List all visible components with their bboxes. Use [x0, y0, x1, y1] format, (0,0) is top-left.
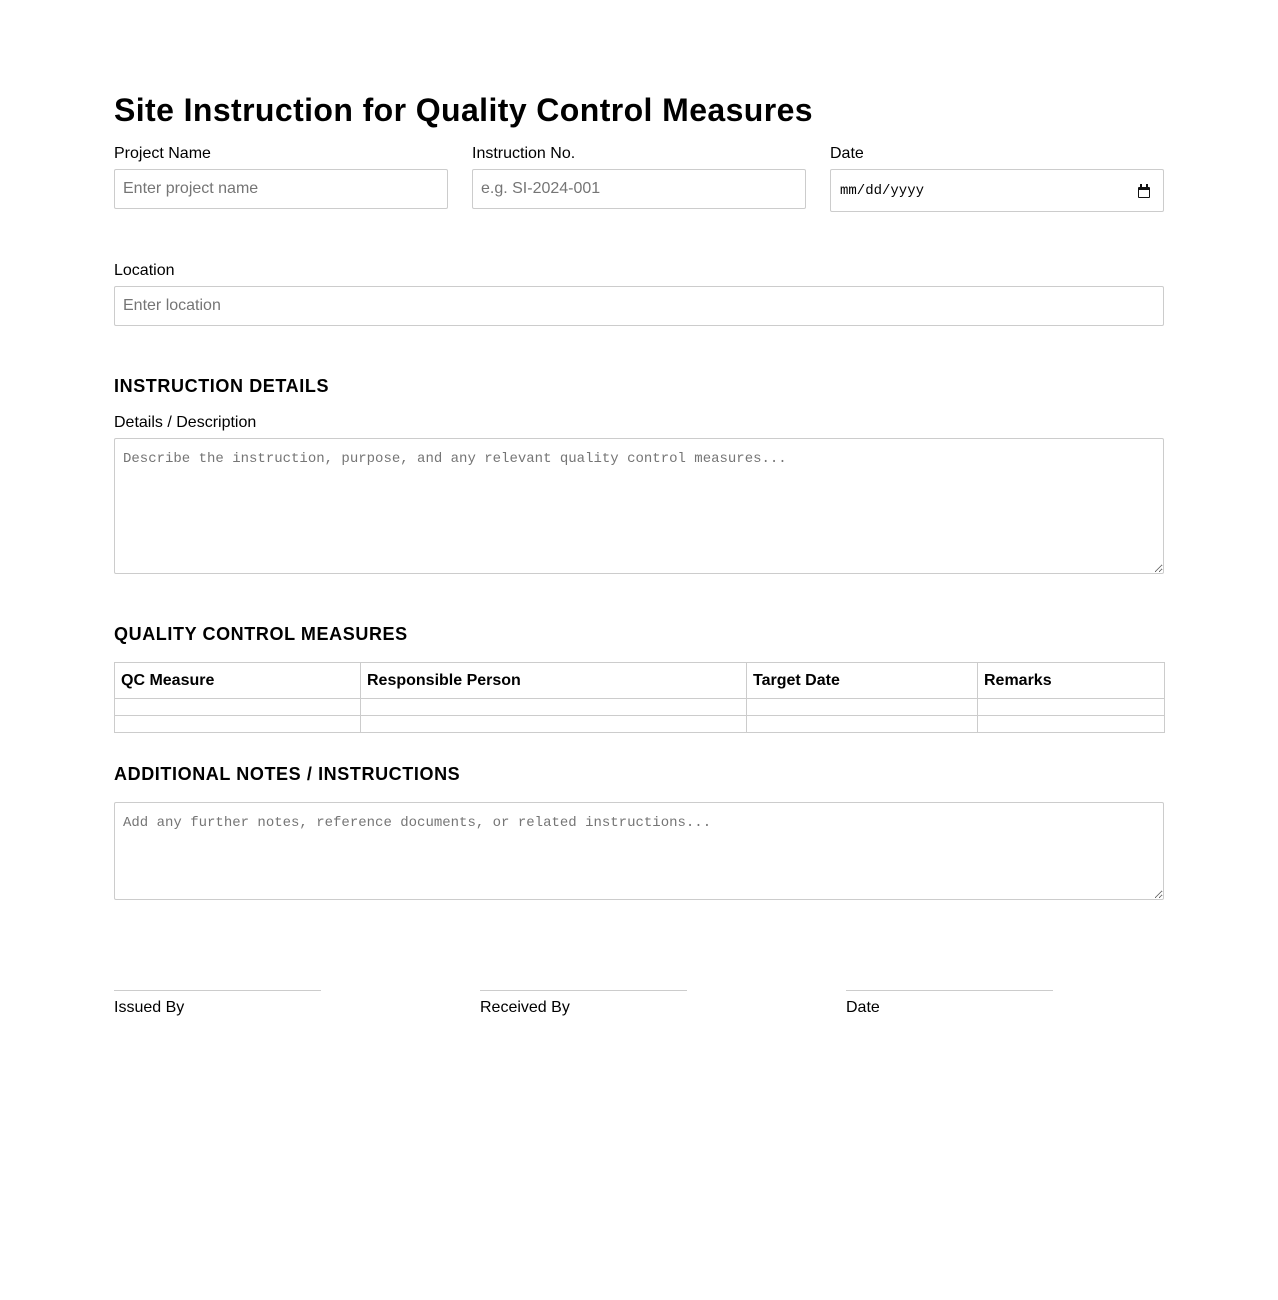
project-name-field [114, 145, 448, 211]
table-cell[interactable] [361, 716, 747, 733]
location-input[interactable] [114, 286, 1164, 326]
column-header-remarks: Remarks [978, 663, 1165, 699]
signature-line [846, 990, 1053, 991]
signature-label: Issued By [114, 999, 185, 1016]
table-row [115, 716, 1165, 733]
page-title: Site Instruction for Quality Control Measures [114, 92, 813, 128]
details-textarea[interactable] [114, 438, 1164, 574]
signature-label: Received By [480, 999, 570, 1016]
signature-date [846, 990, 1053, 1017]
column-header-responsible-person: Responsible Person [361, 663, 747, 699]
details-label: Details / Description [114, 414, 257, 431]
table-cell[interactable] [361, 699, 747, 716]
instruction-no-field [472, 145, 806, 211]
column-header-target-date: Target Date [747, 663, 978, 699]
signature-received-by [480, 990, 687, 1017]
instruction-no-label: Instruction No. [472, 145, 576, 162]
table-row [115, 699, 1165, 716]
signature-line [114, 990, 321, 991]
project-name-input[interactable] [114, 169, 448, 209]
signature-label: Date [846, 999, 880, 1016]
date-field [830, 145, 1164, 213]
location-field [114, 262, 1164, 328]
signature-line [480, 990, 687, 991]
project-name-label: Project Name [114, 145, 211, 162]
instruction-no-input[interactable] [472, 169, 806, 209]
table-cell[interactable] [747, 716, 978, 733]
table-cell[interactable] [115, 716, 361, 733]
date-label: Date [830, 145, 864, 162]
date-input[interactable] [830, 169, 1164, 212]
table-cell[interactable] [115, 699, 361, 716]
instruction-details-heading: INSTRUCTION DETAILS [114, 376, 330, 396]
table-header-row [115, 663, 1165, 699]
additional-notes-heading: ADDITIONAL NOTES / INSTRUCTIONS [114, 764, 461, 784]
location-label: Location [114, 262, 175, 279]
column-header-qc-measure: QC Measure [115, 663, 361, 699]
table-cell[interactable] [978, 699, 1165, 716]
calendar-icon[interactable] [1137, 184, 1151, 198]
additional-notes-textarea[interactable] [114, 802, 1164, 900]
qc-measures-heading: QUALITY CONTROL MEASURES [114, 624, 408, 644]
table-cell[interactable] [747, 699, 978, 716]
date-input-placeholder: mm/dd/yyyy [840, 182, 925, 199]
table-cell[interactable] [978, 716, 1165, 733]
qc-measures-table [114, 662, 1165, 733]
signature-issued-by [114, 990, 321, 1017]
